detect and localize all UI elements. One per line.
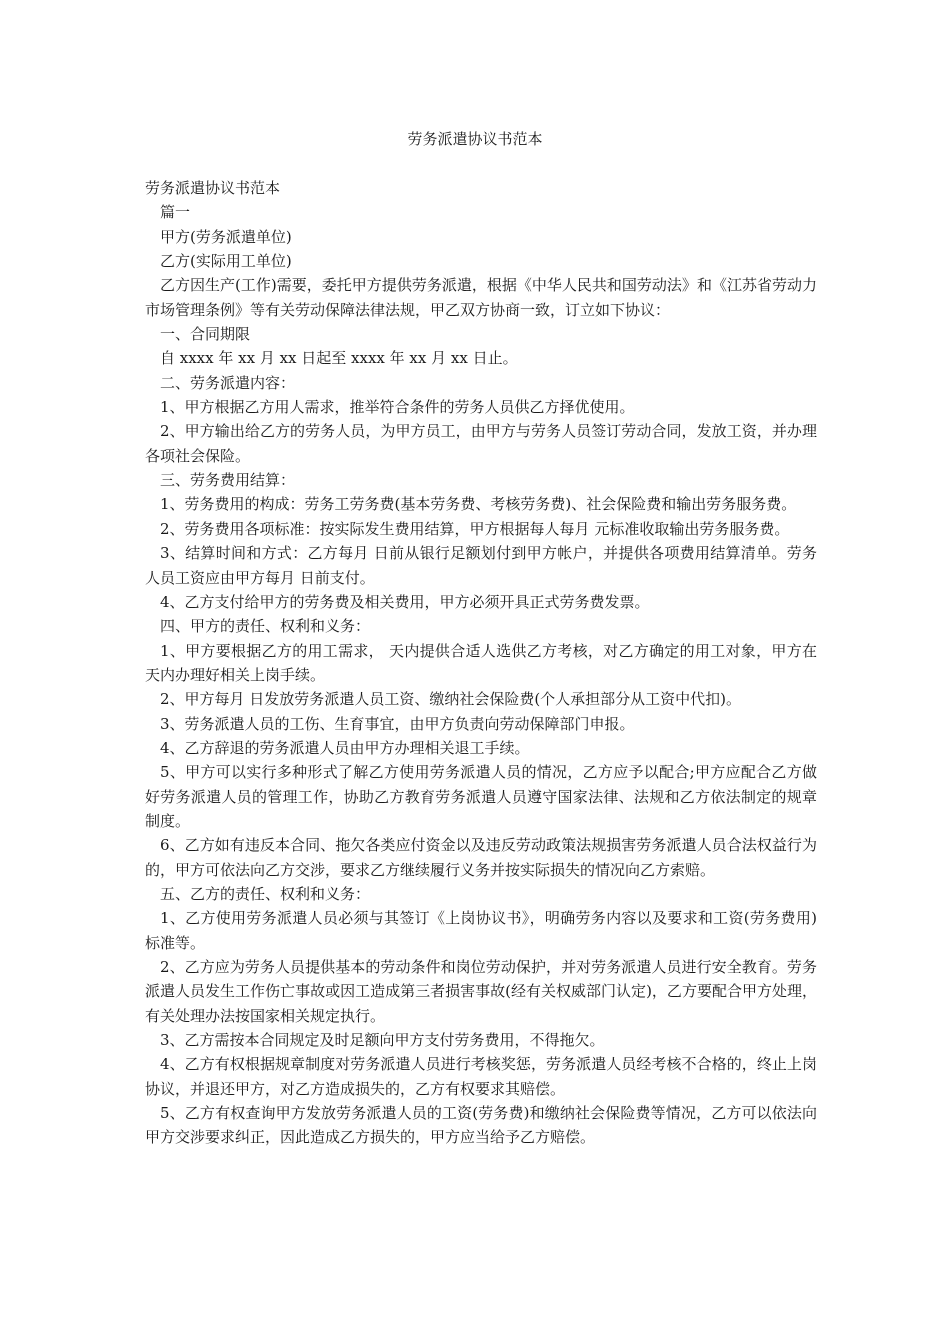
paragraph: 4、乙方辞退的劳务派遣人员由甲方办理相关退工手续。 (160, 738, 530, 757)
paragraph: 6、乙方如有违反本合同、拖欠各类应付资金以及违反劳动政策法规损害劳务派遣人员合法权益行为的，甲方可依法向乙方交涉，要求乙方继续履行义务并按实际损失的情况向乙方索赔。 (145, 836, 817, 879)
paragraph: 5、甲方可以实行多种形式了解乙方使用劳务派遣人员的情况，乙方应予以配合;甲方应配合乙方做好劳务派遣人员的管理工作，协助乙方教育劳务派遣人员遵守国家法律、法规和乙方依法制定的规章制度。 (145, 763, 817, 830)
paragraph: 3、乙方需按本合同规定及时足额向甲方支付劳务费用，不得拖欠。 (160, 1031, 605, 1050)
paragraph: 四、甲方的责任、权利和义务： (160, 617, 371, 636)
paragraph: 3、结算时间和方式：乙方每月 日前从银行足额划付到甲方帐户，并提供各项费用结算清单。劳务人员工资应由甲方每月 日前支付。 (145, 544, 817, 587)
paragraph: 3、劳务派遣人员的工伤、生育事宜，由甲方负责向劳动保障部门申报。 (160, 714, 635, 733)
paragraph: 2、甲方每月 日发放劳务派遣人员工资、缴纳社会保险费(个人承担部分从工资中代扣)。 (160, 690, 742, 709)
paragraph: 1、甲方要根据乙方的用工需求， 天内提供合适人选供乙方考核，对乙方确定的用工对象，甲方在 天内办理好相关上岗手续。 (145, 641, 817, 684)
document-subtitle: 劳务派遣协议书范本 (145, 179, 281, 197)
paragraph: 甲方(劳务派遣单位) (160, 227, 292, 246)
paragraph: 二、劳务派遣内容： (160, 373, 296, 392)
document-title: 劳务派遣协议书范本 (407, 130, 543, 148)
paragraph: 4、乙方支付给甲方的劳务费及相关费用，甲方必须开具正式劳务费发票。 (160, 592, 650, 611)
paragraph: 2、劳务费用各项标准：按实际发生费用结算，甲方根据每人每月 元标准收取输出劳务服务费。 (160, 519, 790, 538)
paragraph: 1、甲方根据乙方用人需求，推举符合条件的劳务人员供乙方择优使用。 (160, 398, 635, 417)
paragraph: 2、甲方输出给乙方的劳务人员，为甲方员工，由甲方与劳务人员签订劳动合同，发放工资，并办理各项社会保险。 (145, 422, 817, 465)
paragraph: 三、劳务费用结算： (160, 471, 296, 490)
document-body (145, 176, 817, 1150)
paragraph: 五、乙方的责任、权利和义务： (160, 884, 371, 903)
paragraph: 乙方因生产(工作)需要，委托甲方提供劳务派遣，根据《中华人民共和国劳动法》和《江苏省劳动力市场管理条例》等有关劳动保障法律法规，甲乙双方协商一致，订立如下协议： (145, 276, 817, 319)
paragraph: 5、乙方有权查询甲方发放劳务派遣人员的工资(劳务费)和缴纳社会保险费等情况，乙方可以依法向甲方交涉要求纠正，因此造成乙方损失的，甲方应当给予乙方赔偿。 (145, 1104, 817, 1147)
paragraph: 自 xxxx 年 xx 月 xx 日起至 xxxx 年 xx 月 xx 日止。 (160, 349, 518, 368)
paragraph: 1、劳务费用的构成：劳务工劳务费(基本劳务费、考核劳务费)、社会保险费和输出劳务服务费。 (160, 495, 797, 514)
paragraph: 篇一 (160, 203, 191, 222)
paragraph: 2、乙方应为劳务人员提供基本的劳动条件和岗位劳动保护，并对劳务派遣人员进行安全教育。劳务派遣人员发生工作伤亡事故或因工造成第三者损害事故(经有关权威部门认定)，乙方要配合甲方处理，有关处理办法按国家相关规定执行。 (145, 958, 817, 1025)
paragraph: 一、合同期限 (160, 325, 251, 344)
paragraph: 4、乙方有权根据规章制度对劳务派遣人员进行考核奖惩，劳务派遣人员经考核不合格的，终止上岗协议，并退还甲方，对乙方造成损失的，乙方有权要求其赔偿。 (145, 1055, 817, 1098)
paragraph: 1、乙方使用劳务派遣人员必须与其签订《上岗协议书》，明确劳务内容以及要求和工资(劳务费用)标准等。 (145, 909, 817, 952)
paragraph: 乙方(实际用工单位) (160, 252, 292, 271)
